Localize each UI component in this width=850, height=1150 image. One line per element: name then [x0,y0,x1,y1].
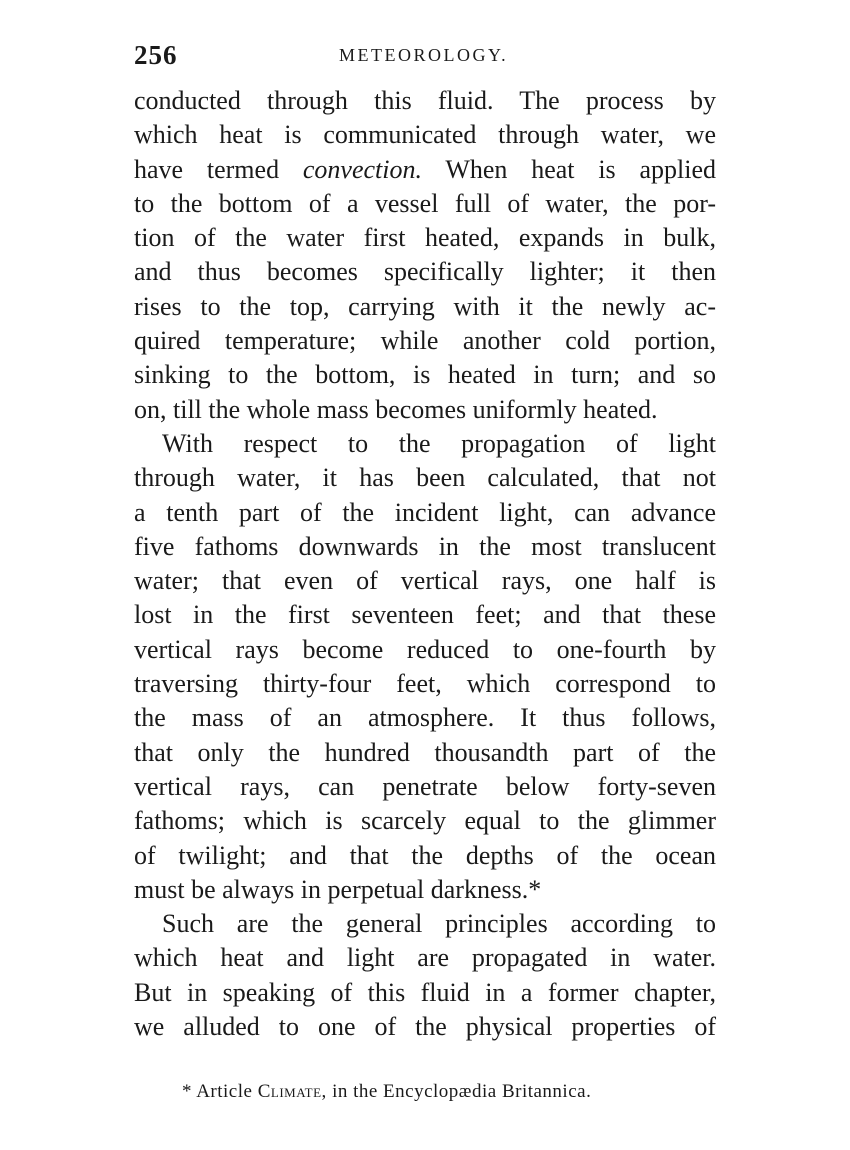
text-line: lost in the first seventeen feet; and that these [134,600,716,630]
text-line [134,153,716,187]
footnote-marker: * [182,1081,192,1102]
text-line: With respect to the propagation of light [162,428,716,458]
italic-term: convection. [302,154,422,184]
text-line: traversing thirty-four feet, which correspond to [134,669,716,699]
text-line: the mass of an atmosphere. It thus follows, [134,703,716,733]
text-line: But in speaking of this fluid in a former chapter, [134,977,716,1007]
text-line: fathoms; which is scarcely equal to the glimmer [134,806,716,836]
text-line: on, till the whole mass becomes uniformly heated. [134,394,658,424]
running-head: METEOROLOGY. [339,45,509,65]
text-line: rises to the top, carrying with it the newly ac- [134,291,716,321]
text-line: to the bottom of a vessel full of water, the por- [134,188,716,218]
text-line: through water, it has been calculated, that not [134,463,716,493]
text-line: that only the hundred thousandth part of the [134,737,716,767]
text-line: quired temperature; while another cold portion, [134,326,716,356]
text-span: have termed [134,154,280,184]
page-number: 256 [134,40,178,70]
text-line: tion of the water first heated, expands in bulk, [134,223,716,253]
text-line: water; that even of vertical rays, one half is [134,566,716,596]
footnote-term: Climate, [257,1081,327,1102]
footnote [182,1081,591,1103]
text-line: vertical rays become reduced to one-fourth by [134,634,716,664]
text-span: When heat is applied [445,154,717,184]
text-line: five fathoms downwards in the most translucent [134,531,716,561]
text-line: we alluded to one of the physical properties of [134,1012,716,1042]
text-line: and thus becomes specifically lighter; it then [134,257,716,287]
text-line: of twilight; and that the depths of the ocean [134,840,716,870]
footnote-prefix: Article [196,1081,253,1102]
text-line: conducted through this fluid. The process by [134,86,716,115]
text-line: must be always in perpetual darkness.* [134,874,542,904]
page-header [134,40,716,72]
text-line: sinking to the bottom, is heated in turn; and so [134,360,716,390]
text-line: vertical rays, can penetrate below forty-seven [134,771,716,801]
text-line: a tenth part of the incident light, can advance [134,497,716,527]
text-line: Such are the general principles according to [162,909,716,939]
body-text [134,84,716,1044]
footnote-suffix: in the Encyclopædia Britannica. [332,1081,592,1102]
text-line: which heat and light are propagated in water. [134,943,716,973]
text-line: which heat is communicated through water, we [134,120,716,150]
